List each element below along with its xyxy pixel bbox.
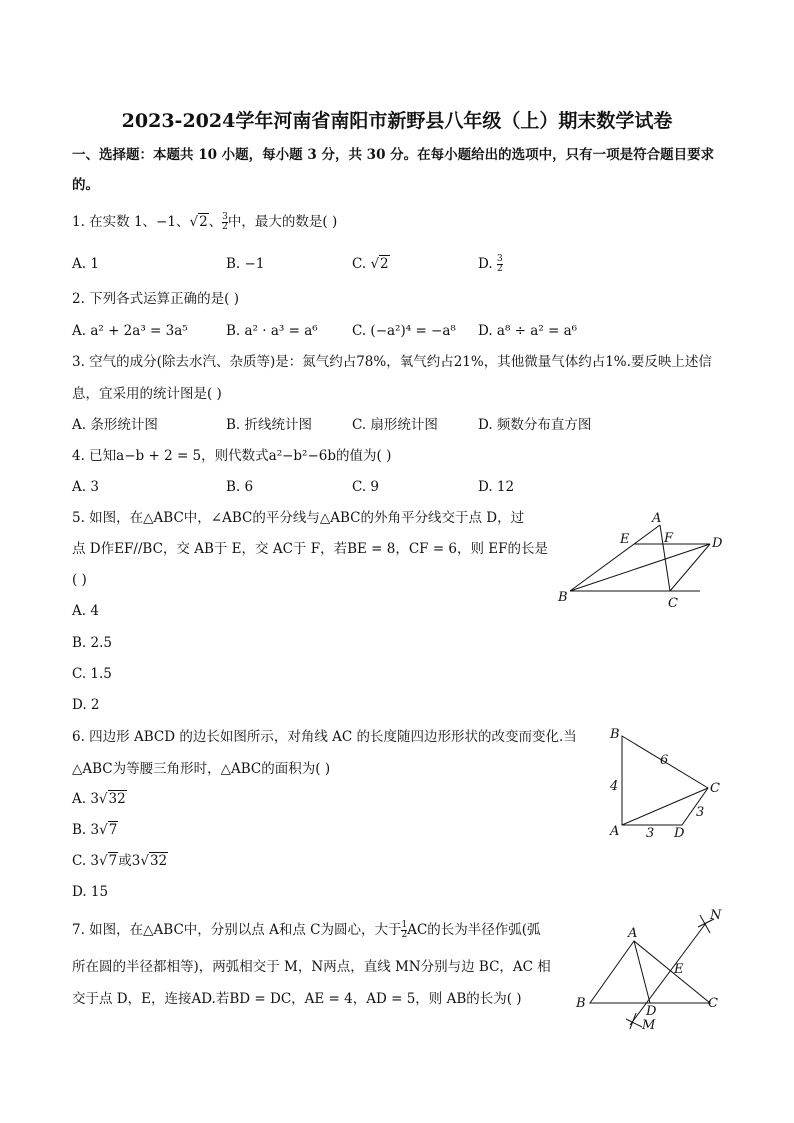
q7-label-c: C: [708, 996, 718, 1011]
q6-stem-line2: △ABC为等腰三角形时，△ABC的面积为( ): [72, 761, 331, 777]
q6-len-ab: 4: [610, 779, 619, 794]
q2-stem: 2. 下列各式运算正确的是( ): [72, 291, 239, 307]
q6-option-b: B. 3√7: [72, 822, 118, 838]
q3-option-b: B. 折线统计图: [226, 417, 313, 433]
q6-len-cd: 3: [696, 805, 705, 820]
q5-label-e: E: [620, 532, 630, 547]
q7-figure: [570, 905, 740, 1035]
section-heading-line2: 的。: [72, 177, 99, 193]
q7-label-m: M: [642, 1018, 656, 1033]
q5-stem-line3: ( ): [72, 572, 87, 588]
q7-stem-line1: 7. 如图，在△ABC中，分别以点 A和点 C为圆心，大于 $\frac{1}{2}$ AC的长为半径作弧(弧: [72, 920, 541, 940]
q6-label-a: A: [610, 824, 620, 839]
q1-option-d: D. $\frac{3}{2}$: [478, 254, 503, 274]
q7-stem-line2: 所在圆的半径都相等)，两弧相交于 M，N两点，直线 MN分别与边 BC，AC 相: [72, 959, 551, 975]
q5-figure: [550, 505, 730, 615]
q2-option-d: D. a⁸ ÷ a² = a⁶: [478, 323, 578, 339]
q3-option-a: A. 条形统计图: [72, 417, 158, 433]
q2-option-b: B. a² · a³ = a⁶: [226, 323, 318, 339]
q5-label-b: B: [558, 590, 568, 605]
q5-stem-line2: 点 D作EF//BC，交 AB于 E，交 AC于 F，若BE = 8，CF = 6，则 EF的长是: [72, 541, 549, 557]
q1-option-a: A. 1: [72, 256, 99, 272]
q6-option-a: A. 3√32: [72, 791, 126, 807]
q3-stem-line2: 息，宜采用的统计图是( ): [72, 386, 222, 402]
q7-label-n: N: [710, 908, 722, 923]
q6-len-ad: 3: [646, 826, 655, 841]
q4-stem: 4. 已知a−b + 2 = 5，则代数式a²−b²−6b的值为( ): [72, 448, 392, 464]
q5-label-f: F: [664, 531, 674, 546]
q2-option-a: A. a² + 2a³ = 3a⁵: [72, 323, 188, 339]
q5-option-b: B. 2.5: [72, 635, 112, 651]
q6-label-b: B: [610, 727, 620, 742]
q5-label-d: D: [712, 536, 723, 551]
q1-stem: 1. 在实数 1、−1、√2、 $\frac{3}{2}$ 中，最大的数是( ): [72, 212, 338, 232]
q5-label-c: C: [668, 596, 678, 611]
q3-option-c: C. 扇形统计图: [352, 417, 438, 433]
q3-option-d: D. 频数分布直方图: [478, 417, 592, 433]
q7-label-b: B: [576, 996, 586, 1011]
page-title: 2023-2024学年河南省南阳市新野县八年级（上）期末数学试卷: [121, 110, 673, 132]
q7-label-e: E: [674, 962, 684, 977]
q3-stem-line1: 3. 空气的成分(除去水汽、杂质等)是：氮气约占78%，氧气约占21%，其他微量气体约占1%.要反映上述信: [72, 354, 712, 370]
q6-figure: [600, 722, 730, 847]
section-heading-line1: 一、选择题：本题共 10 小题，每小题 3 分，共 30 分。在每小题给出的选项中，只有一项是符合题目要求: [72, 147, 715, 163]
q2-option-c: C. (−a²)⁴ = −a⁸: [352, 323, 456, 339]
q5-option-d: D. 2: [72, 697, 100, 713]
q6-option-d: D. 15: [72, 884, 109, 900]
q6-label-c: C: [710, 781, 720, 796]
q5-option-c: C. 1.5: [72, 666, 112, 682]
q5-option-a: A. 4: [72, 603, 99, 619]
q4-option-a: A. 3: [72, 479, 99, 495]
q7-label-a: A: [628, 926, 638, 941]
q7-label-d: D: [646, 1004, 657, 1019]
q6-option-c: C. 3√7或3√32: [72, 853, 168, 869]
q5-label-a: A: [652, 511, 662, 526]
q1-option-b: B. −1: [226, 256, 265, 272]
q4-option-b: B. 6: [226, 479, 254, 495]
q5-stem-line1: 5. 如图，在△ABC中，∠ABC的平分线与△ABC的外角平分线交于点 D，过: [72, 510, 525, 526]
q1-option-c: C. √2: [352, 256, 389, 272]
q6-label-d: D: [674, 826, 685, 841]
q4-option-c: C. 9: [352, 479, 380, 495]
q6-len-bc: 6: [660, 753, 669, 768]
q6-stem-line1: 6. 四边形 ABCD 的边长如图所示，对角线 AC 的长度随四边形形状的改变而变化.当: [72, 729, 577, 745]
q7-stem-line3: 交于点 D，E，连接AD.若BD = DC，AE = 4，AD = 5，则 AB的长为( ): [72, 991, 522, 1007]
q4-option-d: D. 12: [478, 479, 515, 495]
